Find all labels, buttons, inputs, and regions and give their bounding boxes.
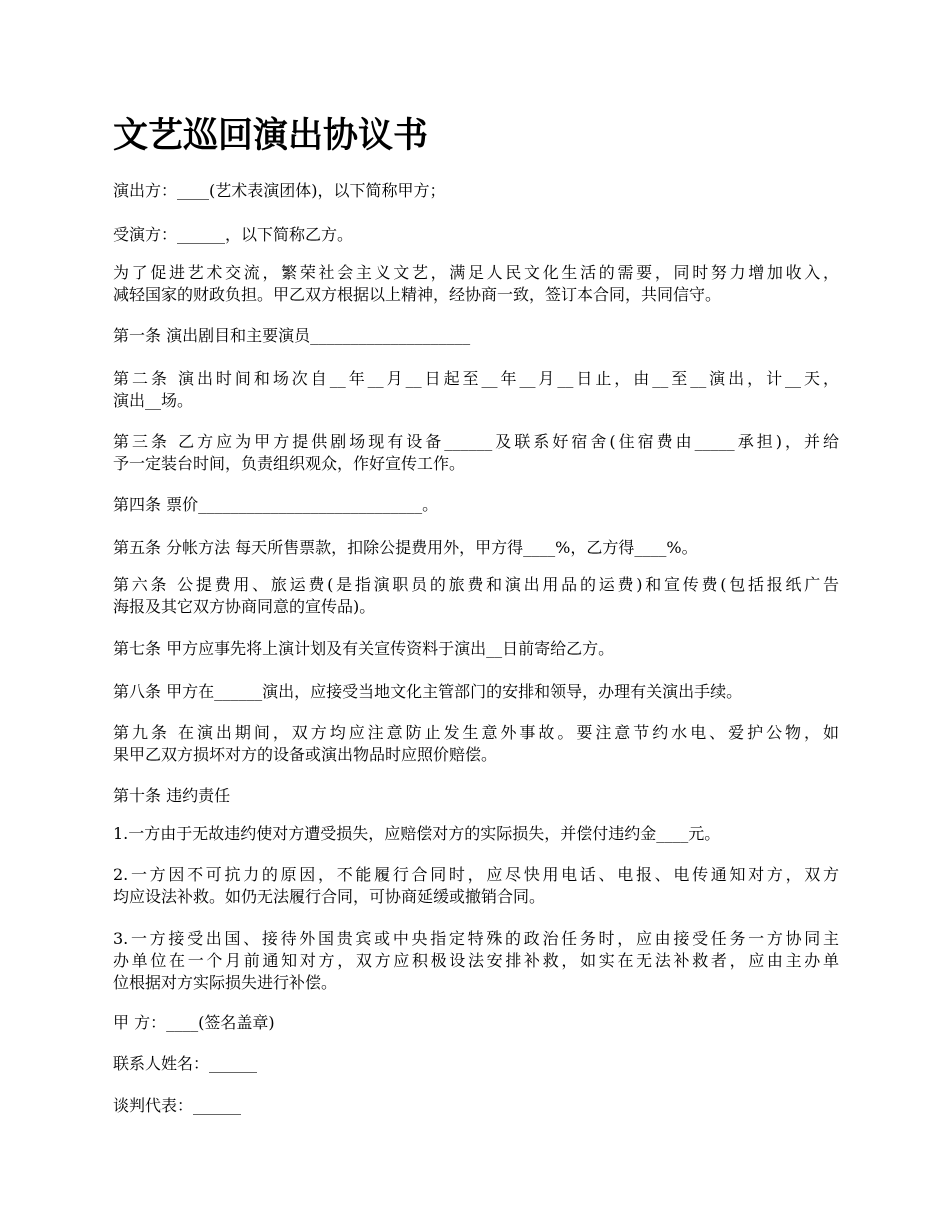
document-title: 文艺巡回演出协议书 [113,115,429,156]
paragraph-line: 第十条 违约责任 [113,786,231,805]
document-paragraph [113,1095,839,1117]
paragraph-line: 演出方：____(艺术表演团体)，以下简称甲方； [113,181,446,200]
paragraph-line: 果甲乙双方损坏对方的设备或演出物品时应照价赔偿。 [113,745,498,764]
paragraph-line: 减轻国家的财政负担。甲乙双方根据以上精神，经协商一致，签订本合同，共同信守。 [113,285,722,304]
paragraph-line: 甲 方：____(签名盖章) [113,1013,275,1032]
paragraph-line: 受演方：______，以下简称乙方。 [113,225,354,244]
document-paragraph [113,431,839,475]
document-paragraph [113,1053,839,1075]
paragraph-line: 演出__场。 [113,391,194,410]
paragraph-line: 为了促进艺术交流，繁荣社会主义文艺，满足人民文化生活的需要，同时努力增加收入， [113,263,839,282]
paragraph-line: 予一定装台时间，负责组织观众，作好宣传工作。 [113,454,466,473]
paragraph-line: 联系人姓名：______ [113,1054,258,1073]
document-paragraph [113,928,839,994]
paragraph-line: 第一条 演出剧目和主要演员____________________ [113,326,471,345]
document-paragraph [113,325,839,347]
document-paragraph [113,537,839,559]
paragraph-line: 2.一方因不可抗力的原因，不能履行合同时，应尽快用电话、电报、电传通知对方，双方 [113,865,839,884]
paragraph-line: 第九条 在演出期间，双方均应注意防止发生意外事故。要注意节约水电、爱护公物，如 [113,723,839,742]
paragraph-line: 第四条 票价____________________________。 [113,495,439,514]
paragraph-line: 1.一方由于无故违约使对方遭受损失，应赔偿对方的实际损失，并偿付违约金____元。 [113,824,721,843]
document-paragraph [113,180,839,202]
paragraph-line: 海报及其它双方协商同意的宣传品)。 [113,597,376,616]
paragraph-line: 办单位在一个月前通知对方，双方应积极设法安排补救，如实在无法补救者，应由主办单 [113,951,839,970]
paragraph-line: 谈判代表：______ [113,1096,242,1115]
paragraph-line: 第二条 演出时间和场次自__年__月__日起至__年__月__日止，由__至__演出，计__天， [113,369,839,388]
document-paragraph [113,368,839,412]
document-paragraph [113,823,839,845]
document-paragraph [113,638,839,660]
document-paragraph [113,494,839,516]
paragraph-line: 均应设法补救。如仍无法履行合同，可协商延缓或撤销合同。 [113,887,546,906]
document-paragraph [113,722,839,766]
paragraph-line: 第五条 分帐方法 每天所售票款，扣除公提费用外，甲方得____%，乙方得____%。 [113,538,698,557]
document-paragraph [113,574,839,618]
document-paragraph [113,224,839,246]
document-paragraph [113,785,839,807]
paragraph-line: 第三条 乙方应为甲方提供剧场现有设备______及联系好宿舍(住宿费由_____承担)，并给 [113,432,839,451]
document-paragraph [113,262,839,306]
paragraph-line: 第七条 甲方应事先将上演计划及有关宣传资料于演出__日前寄给乙方。 [113,639,615,658]
paragraph-line: 3.一方接受出国、接待外国贵宾或中央指定特殊的政治任务时，应由接受任务一方协同主 [113,929,839,948]
document-paragraph [113,681,839,703]
paragraph-line: 第八条 甲方在______演出，应接受当地文化主管部门的安排和领导，办理有关演出手续。 [113,682,743,701]
paragraph-line: 位根据对方实际损失进行补偿。 [113,973,338,992]
document-paragraph [113,864,839,908]
document-paragraph [113,1012,839,1034]
paragraph-line: 第六条 公提费用、旅运费(是指演职员的旅费和演出用品的运费)和宣传费(包括报纸广告 [113,575,839,594]
